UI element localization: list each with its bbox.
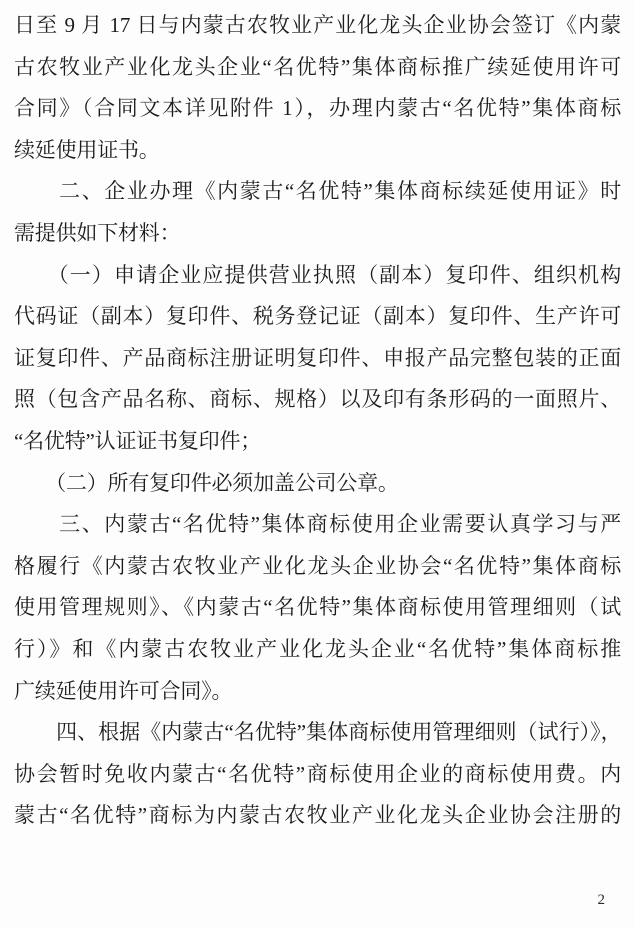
text-line: 使用管理规则》、《内蒙古“名优特”集体商标使用管理细则（试 — [14, 595, 621, 620]
text-line: （二）所有复印件必须加盖公司公章。 — [14, 470, 399, 495]
text-line: 合同》（合同文本详见附件 1），办理内蒙古“名优特”集体商标 — [14, 96, 621, 121]
text-line: （一）申请企业应提供营业执照（副本）复印件、组织机构 — [14, 262, 621, 287]
text-line: 古农牧业产业化龙头企业“名优特”集体商标推广续延使用许可 — [14, 54, 621, 79]
text-line: 广续延使用许可合同》。 — [14, 678, 233, 703]
page-number: 2 — [597, 892, 605, 908]
text-line: 证复印件、产品商标注册证明复印件、申报产品完整包装的正面 — [14, 345, 621, 370]
text-line: 需提供如下材料： — [14, 220, 181, 245]
text-line: 日至 9 月 17 日与内蒙古农牧业产业化龙头企业协会签订《内蒙 — [14, 13, 621, 37]
text-line: 协会暂时免收内蒙古“名优特”商标使用企业的商标使用费。内 — [14, 761, 621, 786]
document-body — [14, 5, 621, 837]
text-line: 二、企业办理《内蒙古“名优特”集体商标续延使用证》时 — [14, 179, 621, 204]
text-line: 行）》和《内蒙古农牧业产业化龙头企业“名优特”集体商标推 — [14, 636, 621, 661]
text-line: “名优特”认证证书复印件； — [14, 428, 262, 453]
text-line: 照（包含产品名称、商标、规格）以及印有条形码的一面照片、 — [14, 387, 621, 412]
text-line: 代码证（副本）复印件、税务登记证（副本）复印件、生产许可 — [14, 304, 621, 329]
text-line: 四、根据《内蒙古“名优特”集体商标使用管理细则（试行）》， — [14, 720, 621, 745]
text-line: 格履行《内蒙古农牧业产业化龙头企业协会“名优特”集体商标 — [14, 553, 621, 578]
text-line: 续延使用证书。 — [14, 137, 160, 162]
text-line: 三、内蒙古“名优特”集体商标使用企业需要认真学习与严 — [14, 512, 621, 537]
text-line: 蒙古“名优特”商标为内蒙古农牧业产业化龙头企业协会注册的 — [14, 803, 621, 828]
